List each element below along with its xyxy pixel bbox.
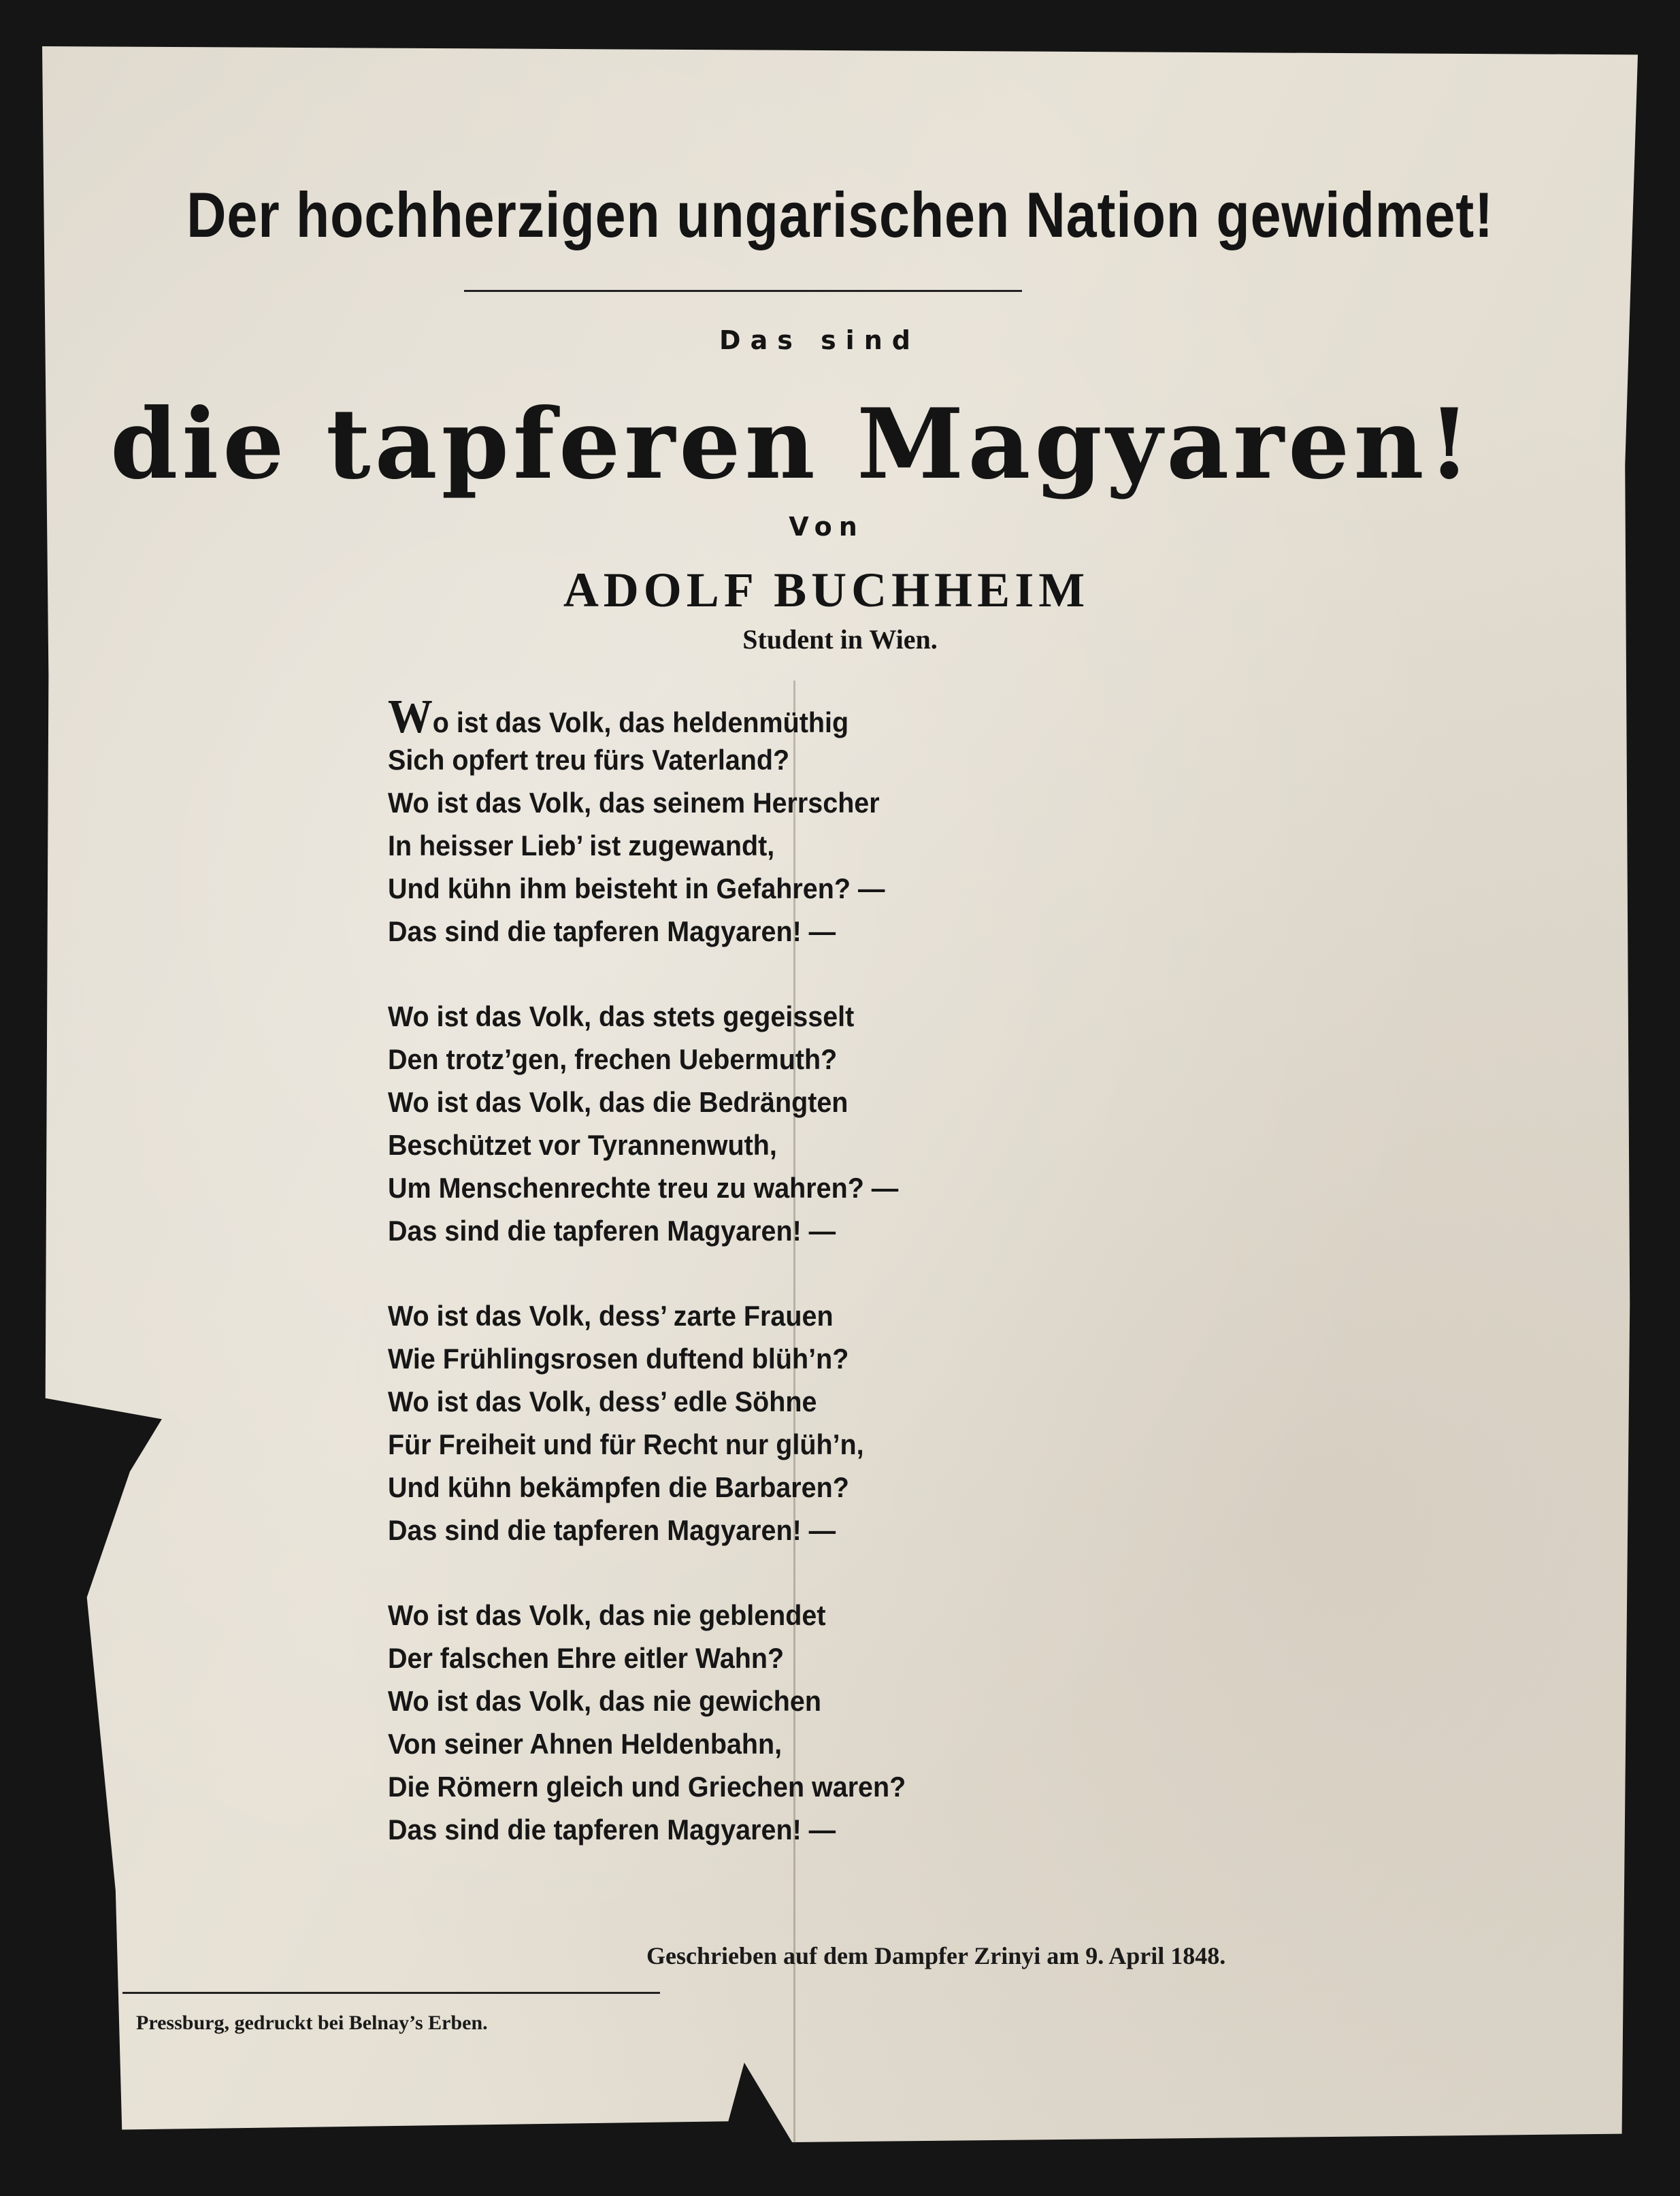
printer-imprint: Pressburg, gedruckt bei Belnay’s Erben. [136,2012,488,2034]
poem-line: Wo ist das Volk, das heldenmüthig [388,691,849,743]
poem-line: Wo ist das Volk, das stets gegeisselt [388,1000,855,1032]
poem-line: Sich opfert treu fürs Vaterland? [388,744,790,776]
stanza [388,691,1068,953]
poem-refrain: Das sind die tapferen Magyaren! — [388,915,836,947]
poem [388,691,1068,1893]
poem-line: Der falschen Ehre eitler Wahn? [388,1642,785,1674]
poem-line: Für Freiheit und für Recht nur glüh’n, [388,1428,864,1460]
author-name: ADOLF BUCHHEIM [563,563,1090,617]
poem-line: Wie Frühlingsrosen duftend blüh’n? [388,1343,849,1375]
stanza [388,1294,1068,1552]
poem-refrain: Das sind die tapferen Magyaren! — [388,1514,836,1546]
stanza [388,1594,1068,1851]
poem-line: Wo ist das Volk, das die Bedrängten [388,1086,849,1118]
poem-line: Wo ist das Volk, das nie gewichen [388,1685,821,1717]
poem-line: Beschützet vor Tyrannenwuth, [388,1129,777,1161]
stanza [388,995,1068,1252]
poem-line: Und kühn ihm beisteht in Gefahren? — [388,872,885,904]
poem-line: In heisser Lieb’ ist zugewandt, [388,830,775,862]
main-title: die tapferen Magyaren! [110,388,1475,501]
initial-letter: W [388,691,433,743]
poem-line: Wo ist das Volk, dess’ edle Söhne [388,1386,817,1417]
poem-refrain: Das sind die tapferen Magyaren! — [388,1215,836,1247]
poem-refrain: Das sind die tapferen Magyaren! — [388,1814,836,1846]
pre-title: Das sind [719,325,920,355]
poem-line: Um Menschenrechte treu zu wahren? — [388,1172,899,1204]
author-affiliation: Student in Wien. [742,624,938,655]
footer-divider [122,1992,660,1994]
poem-line: Und kühn bekämpfen die Barbaren? [388,1471,849,1503]
poem-line: Wo ist das Volk, das nie geblendet [388,1599,826,1631]
signature-line: Geschrieben auf dem Dampfer Zrinyi am 9. April 1848. [646,1942,1226,1969]
by-label: Von [789,512,864,542]
poem-line: Die Römern gleich und Griechen waren? [388,1771,906,1803]
poem-line: Von seiner Ahnen Heldenbahn, [388,1728,783,1760]
title-divider [464,290,1022,292]
poem-line: Wo ist das Volk, dess’ zarte Frauen [388,1300,834,1332]
poem-line: Den trotz’gen, frechen Uebermuth? [388,1043,838,1075]
poem-line: Wo ist das Volk, das seinem Herrscher [388,787,880,819]
dedication-heading: Der hochherzigen ungarischen Nation gewidmet! [186,179,1494,250]
